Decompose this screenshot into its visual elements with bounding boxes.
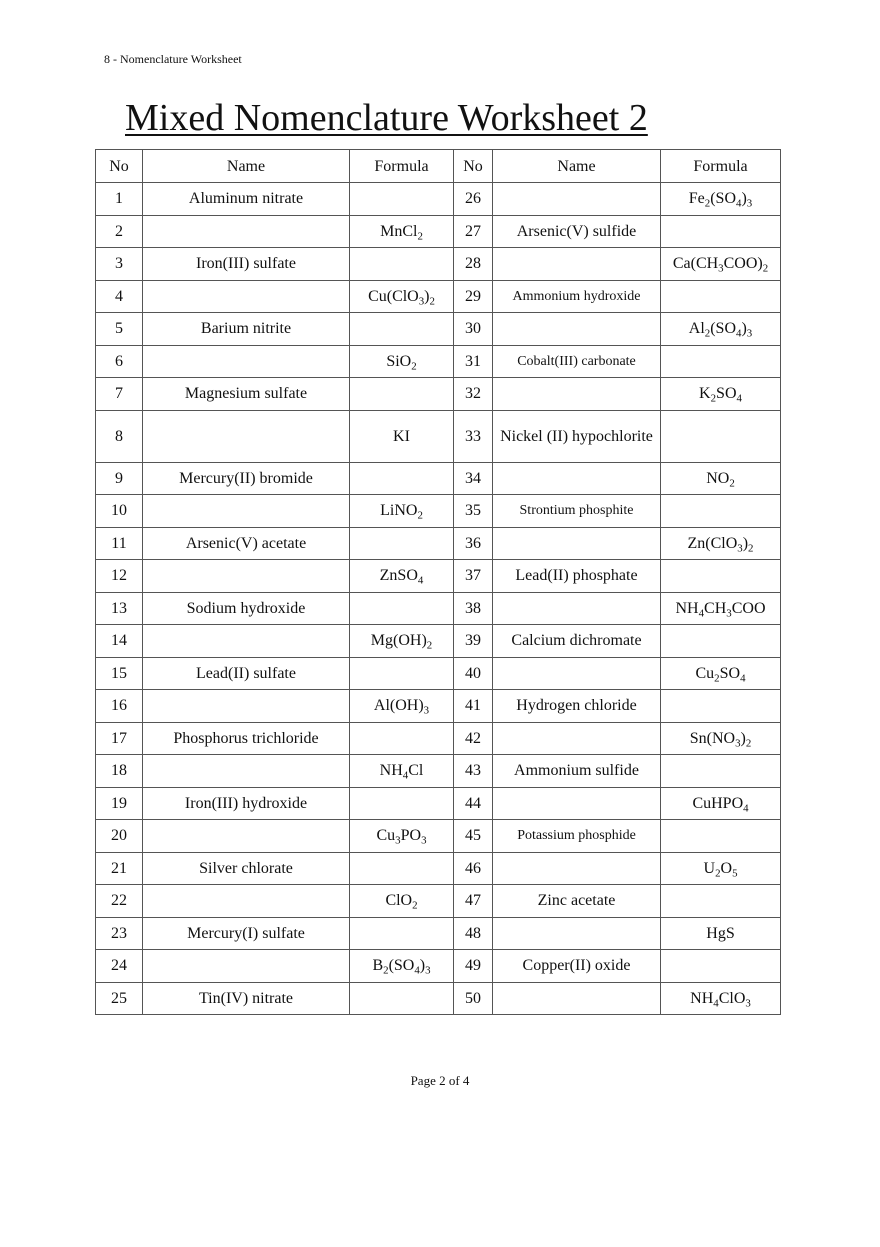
row-number: 11 <box>96 527 143 560</box>
table-row <box>96 592 781 625</box>
formula-cell: $NO_2$ <box>661 462 781 495</box>
compound-name-cell <box>143 625 350 658</box>
page-footer: Page 2 of 4 <box>410 1073 470 1088</box>
formula-cell <box>350 917 454 950</box>
row-number: 12 <box>96 560 143 593</box>
compound-name-cell <box>143 215 350 248</box>
compound-name-cell <box>493 378 661 411</box>
formula-cell: $NH_4ClO_3$ <box>661 982 781 1015</box>
row-number: 24 <box>96 950 143 983</box>
table-header-row <box>96 150 781 183</box>
table-row <box>96 755 781 788</box>
formula-cell: ZnSO$_4$ <box>350 560 454 593</box>
formula-cell <box>661 690 781 723</box>
compound-name-cell: Arsenic(V) sulfide <box>493 215 661 248</box>
compound-name-cell: Nickel (II) hypochlorite <box>493 410 661 462</box>
compound-name-cell <box>493 852 661 885</box>
row-number: 26 <box>454 183 493 216</box>
table-row <box>96 787 781 820</box>
compound-name-cell <box>143 690 350 723</box>
row-number: 42 <box>454 722 493 755</box>
table-row <box>96 690 781 723</box>
row-number: 45 <box>454 820 493 853</box>
formula-cell <box>661 495 781 528</box>
formula-cell: KI <box>350 410 454 462</box>
row-number: 15 <box>96 657 143 690</box>
row-number: 1 <box>96 183 143 216</box>
compound-name-cell: Ammonium sulfide <box>493 755 661 788</box>
row-number: 20 <box>96 820 143 853</box>
row-number: 5 <box>96 313 143 346</box>
column-header: Name <box>493 150 661 183</box>
row-number: 32 <box>454 378 493 411</box>
compound-name-cell <box>493 982 661 1015</box>
compound-name-cell <box>143 820 350 853</box>
formula-cell <box>350 592 454 625</box>
row-number: 9 <box>96 462 143 495</box>
table-row <box>96 982 781 1015</box>
table-row <box>96 215 781 248</box>
row-number: 25 <box>96 982 143 1015</box>
row-number: 43 <box>454 755 493 788</box>
row-number: 14 <box>96 625 143 658</box>
formula-cell <box>661 560 781 593</box>
compound-name-cell: Mercury(I) sulfate <box>143 917 350 950</box>
table-row <box>96 495 781 528</box>
table-row <box>96 657 781 690</box>
compound-name-cell: Aluminum nitrate <box>143 183 350 216</box>
formula-cell <box>661 625 781 658</box>
formula-cell: $NH_4CH_3COO$ <box>661 592 781 625</box>
compound-name-cell <box>143 950 350 983</box>
formula-cell <box>350 852 454 885</box>
table-row <box>96 625 781 658</box>
formula-cell <box>661 820 781 853</box>
formula-cell: HgS <box>661 917 781 950</box>
formula-cell: MnCl$_2$ <box>350 215 454 248</box>
formula-cell <box>661 950 781 983</box>
row-number: 6 <box>96 345 143 378</box>
row-number: 50 <box>454 982 493 1015</box>
compound-name-cell: Potassium phosphide <box>493 820 661 853</box>
column-header: Name <box>143 150 350 183</box>
row-number: 27 <box>454 215 493 248</box>
compound-name-cell <box>493 657 661 690</box>
row-number: 35 <box>454 495 493 528</box>
compound-name-cell <box>143 410 350 462</box>
table-row <box>96 313 781 346</box>
compound-name-cell <box>493 183 661 216</box>
row-number: 23 <box>96 917 143 950</box>
formula-cell <box>661 215 781 248</box>
formula-cell: $NH_4Cl$ <box>350 755 454 788</box>
table-row <box>96 820 781 853</box>
compound-name-cell: Arsenic(V) acetate <box>143 527 350 560</box>
table-row <box>96 345 781 378</box>
formula-cell: $Mg(OH)_2$ <box>350 625 454 658</box>
row-number: 18 <box>96 755 143 788</box>
compound-name-cell: Ammonium hydroxide <box>493 280 661 313</box>
table-row <box>96 917 781 950</box>
formula-cell <box>350 722 454 755</box>
row-number: 36 <box>454 527 493 560</box>
row-number: 44 <box>454 787 493 820</box>
formula-cell <box>661 885 781 918</box>
compound-name-cell <box>493 313 661 346</box>
compound-name-cell <box>143 560 350 593</box>
table-row <box>96 852 781 885</box>
formula-cell <box>350 183 454 216</box>
row-number: 29 <box>454 280 493 313</box>
row-number: 48 <box>454 917 493 950</box>
formula-cell <box>350 527 454 560</box>
compound-name-cell <box>493 787 661 820</box>
formula-cell: $B_2(SO_4)_3$ <box>350 950 454 983</box>
formula-cell <box>350 787 454 820</box>
compound-name-cell: Calcium dichromate <box>493 625 661 658</box>
formula-cell: SiO$_2$ <box>350 345 454 378</box>
row-number: 49 <box>454 950 493 983</box>
table-row <box>96 462 781 495</box>
formula-cell: $Al_2(SO_4)_3$ <box>661 313 781 346</box>
row-number: 33 <box>454 410 493 462</box>
compound-name-cell <box>493 462 661 495</box>
page-header: 8 - Nomenclature Worksheet <box>104 52 242 66</box>
formula-cell: $Ca(CH_3COO)_2$ <box>661 248 781 281</box>
row-number: 4 <box>96 280 143 313</box>
compound-name-cell <box>143 755 350 788</box>
compound-name-cell: Iron(III) sulfate <box>143 248 350 281</box>
formula-cell <box>350 657 454 690</box>
formula-cell: $Sn(NO_3)_2$ <box>661 722 781 755</box>
formula-cell: $Fe_2(SO_4)_3$ <box>661 183 781 216</box>
formula-cell: CuHPO$_4$ <box>661 787 781 820</box>
row-number: 16 <box>96 690 143 723</box>
table-row <box>96 410 781 462</box>
compound-name-cell: Hydrogen chloride <box>493 690 661 723</box>
table-row <box>96 950 781 983</box>
table-row <box>96 248 781 281</box>
formula-cell <box>350 248 454 281</box>
row-number: 39 <box>454 625 493 658</box>
compound-name-cell: Mercury(II) bromide <box>143 462 350 495</box>
formula-cell <box>661 280 781 313</box>
compound-name-cell <box>143 885 350 918</box>
nomenclature-table <box>95 149 781 1015</box>
compound-name-cell <box>493 917 661 950</box>
row-number: 47 <box>454 885 493 918</box>
compound-name-cell <box>143 495 350 528</box>
compound-name-cell: Lead(II) phosphate <box>493 560 661 593</box>
formula-cell: $Cu_2SO_4$ <box>661 657 781 690</box>
row-number: 10 <box>96 495 143 528</box>
table-row <box>96 280 781 313</box>
row-number: 2 <box>96 215 143 248</box>
compound-name-cell <box>493 592 661 625</box>
compound-name-cell: Lead(II) sulfate <box>143 657 350 690</box>
row-number: 40 <box>454 657 493 690</box>
formula-cell <box>350 313 454 346</box>
row-number: 28 <box>454 248 493 281</box>
compound-name-cell: Strontium phosphite <box>493 495 661 528</box>
formula-cell <box>350 378 454 411</box>
row-number: 8 <box>96 410 143 462</box>
row-number: 17 <box>96 722 143 755</box>
table-row <box>96 722 781 755</box>
compound-name-cell: Zinc acetate <box>493 885 661 918</box>
table-row <box>96 378 781 411</box>
compound-name-cell: Magnesium sulfate <box>143 378 350 411</box>
row-number: 31 <box>454 345 493 378</box>
row-number: 38 <box>454 592 493 625</box>
compound-name-cell: Silver chlorate <box>143 852 350 885</box>
table-row <box>96 885 781 918</box>
column-header: Formula <box>350 150 454 183</box>
compound-name-cell <box>143 345 350 378</box>
formula-cell: $Cu(ClO_3)_2$ <box>350 280 454 313</box>
row-number: 3 <box>96 248 143 281</box>
compound-name-cell: Copper(II) oxide <box>493 950 661 983</box>
formula-cell <box>661 410 781 462</box>
row-number: 46 <box>454 852 493 885</box>
formula-cell: LiNO$_2$ <box>350 495 454 528</box>
row-number: 19 <box>96 787 143 820</box>
compound-name-cell: Iron(III) hydroxide <box>143 787 350 820</box>
formula-cell: ClO$_2$ <box>350 885 454 918</box>
formula-cell: $Al(OH)_3$ <box>350 690 454 723</box>
compound-name-cell <box>493 722 661 755</box>
compound-name-cell: Tin(IV) nitrate <box>143 982 350 1015</box>
formula-cell: $U_2O_5$ <box>661 852 781 885</box>
compound-name-cell: Phosphorus trichloride <box>143 722 350 755</box>
row-number: 41 <box>454 690 493 723</box>
row-number: 21 <box>96 852 143 885</box>
compound-name-cell: Barium nitrite <box>143 313 350 346</box>
row-number: 7 <box>96 378 143 411</box>
table-row <box>96 183 781 216</box>
formula-cell <box>350 982 454 1015</box>
row-number: 34 <box>454 462 493 495</box>
compound-name-cell: Sodium hydroxide <box>143 592 350 625</box>
row-number: 22 <box>96 885 143 918</box>
column-header: No <box>454 150 493 183</box>
formula-cell <box>350 462 454 495</box>
compound-name-cell <box>493 248 661 281</box>
page-title: Mixed Nomenclature Worksheet 2 <box>125 97 648 139</box>
column-header: Formula <box>661 150 781 183</box>
table-row <box>96 560 781 593</box>
formula-cell: $Zn(ClO_3)_2$ <box>661 527 781 560</box>
compound-name-cell <box>493 527 661 560</box>
formula-cell <box>661 345 781 378</box>
row-number: 37 <box>454 560 493 593</box>
row-number: 30 <box>454 313 493 346</box>
compound-name-cell: Cobalt(III) carbonate <box>493 345 661 378</box>
column-header: No <box>96 150 143 183</box>
formula-cell: $Cu_3PO_3$ <box>350 820 454 853</box>
compound-name-cell <box>143 280 350 313</box>
formula-cell: $K_2SO_4$ <box>661 378 781 411</box>
row-number: 13 <box>96 592 143 625</box>
formula-cell <box>661 755 781 788</box>
table-row <box>96 527 781 560</box>
